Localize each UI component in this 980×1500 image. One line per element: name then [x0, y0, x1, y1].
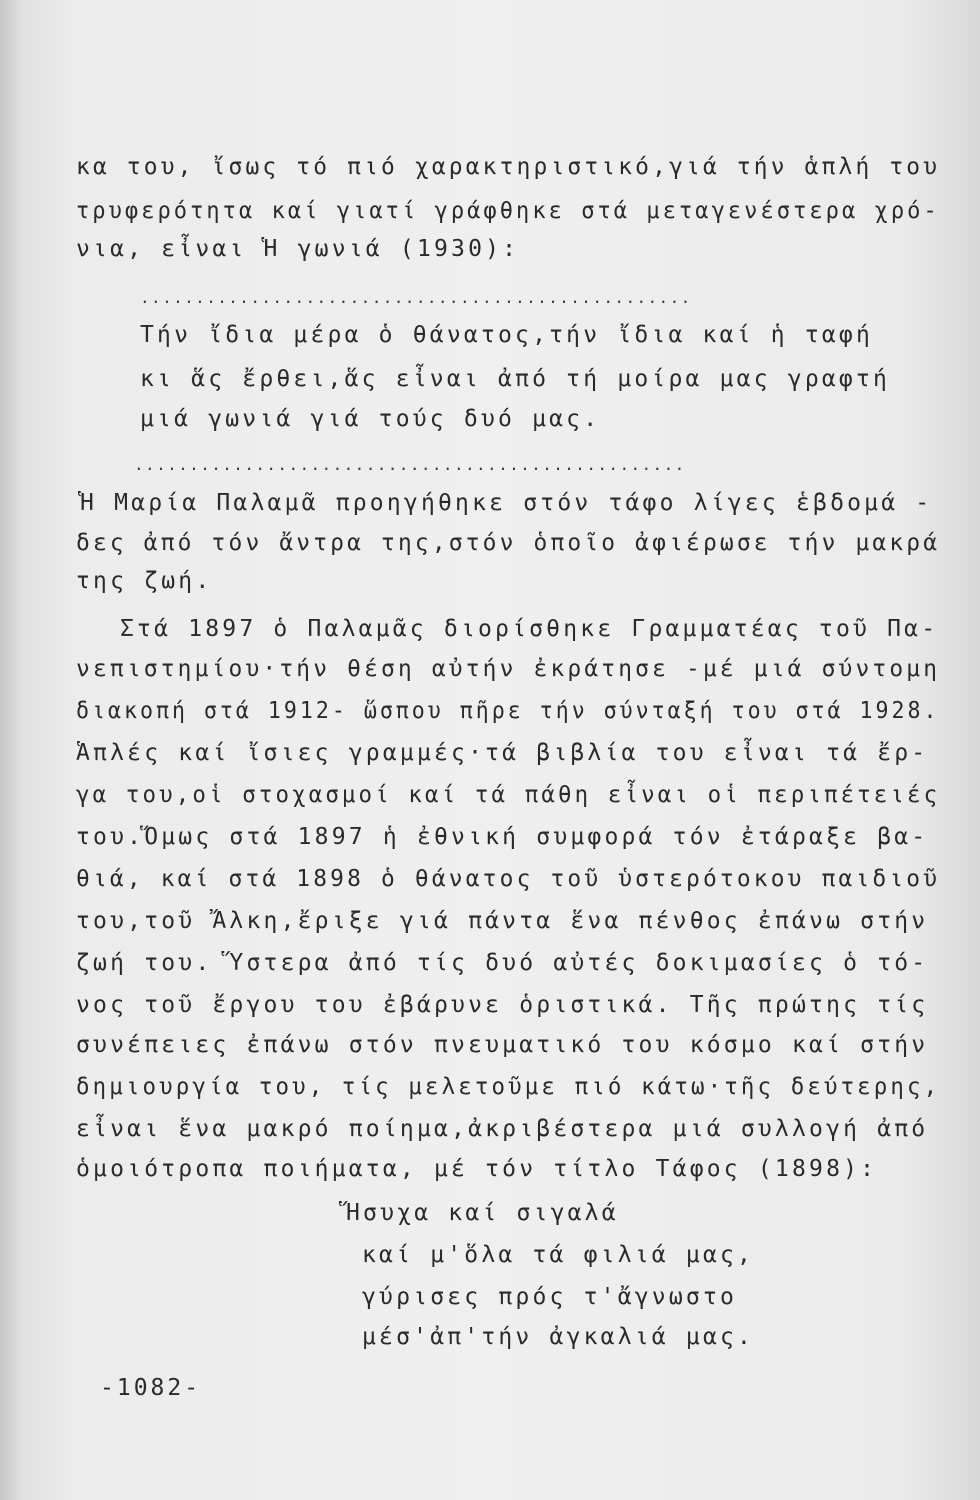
poem-line: κι ἅς ἔρθει,ἅς εἶναι ἀπό τή μοίρα μας γραφτή [140, 366, 891, 392]
text-line: δημιουργία του, τίς μελετοῦμε πιό κάτω·τῆς δεύτερης, [76, 1074, 941, 1100]
ellipsis-divider: .................................................. [134, 455, 686, 474]
text-line: Στά 1897 ὁ Παλαμᾶς διορίσθηκε Γραμματέας τοῦ Πα- [120, 616, 939, 642]
text-line: του.Ὅμως στά 1897 ἡ ἐθνική συμφορά τόν ἐτάραξε βα- [76, 824, 929, 850]
text-line: του,τοῦ Ἄλκη,ἔριξε γιά πάντα ἕνα πένθος ἐπάνω στήν [76, 908, 929, 934]
poem-line: καί μ'ὅλα τά φιλιά μας, [362, 1242, 755, 1268]
page-number: -1082- [100, 1375, 202, 1401]
ellipsis-divider: .................................................. [140, 288, 692, 307]
text-line: ὁμοιότροπα ποιήματα, μέ τόν τίτλο Τάφος (1898): [76, 1156, 878, 1182]
page-edge-shadow [0, 0, 22, 1500]
text-line: διακοπή στά 1912- ὥσπου πῆρε τήν σύνταξή του στά 1928. [76, 698, 940, 724]
text-line: δες ἀπό τόν ἄντρα της,στόν ὁποῖο ἀφιέρωσε τήν μακρά [76, 530, 941, 556]
text-line: γα του,οἱ στοχασμοί καί τά πάθη εἶναι οἱ περιπέτειές [76, 782, 941, 808]
text-line: εἶναι ἕνα μακρό ποίημα,ἀκριβέστερα μιά συλλογή ἀπό [76, 1116, 929, 1142]
text-line: θιά, καί στά 1898 ὁ θάνατος τοῦ ὑστερότοκου παιδιοῦ [76, 866, 941, 892]
text-line: νια, εἶναι Ἡ γωνιά (1930): [76, 236, 520, 262]
text-line: συνέπειες ἐπάνω στόν πνευματικό του κόσμο καί στήν [76, 1032, 929, 1058]
poem-line: Ἥσυχα καί σιγαλά [346, 1200, 619, 1226]
poem-line: γύρισες πρός τ'ἄγνωστο [362, 1284, 738, 1310]
text-line: τρυφερότητα καί γιατί γράφθηκε στά μεταγενέστερα χρό- [76, 198, 940, 224]
text-line: της ζωή. [76, 568, 213, 594]
text-line: νος τοῦ ἔργου του ἐβάρυνε ὁριστικά. Τῆς πρώτης τίς [76, 992, 929, 1018]
text-line: Ἁπλές καί ἴσιες γραμμές·τά βιβλία του εἶναι τά ἔρ- [76, 740, 929, 766]
text-line: κα του, ἴσως τό πιό χαρακτηριστικό,γιά τήν ἁπλή του [76, 154, 941, 180]
poem-line: Τήν ἴδια μέρα ὁ θάνατος,τήν ἴδια καί ἡ ταφή [140, 322, 874, 348]
text-line: ζωή του. Ὕστερα ἀπό τίς δυό αὐτές δοκιμασίες ὁ τό- [76, 950, 929, 976]
text-line: Ἡ Μαρία Παλαμᾶ προηγήθηκε στόν τάφο λίγες ἑβδομά - [80, 490, 933, 516]
poem-line: μέσ'ἀπ'τήν ἀγκαλιά μας. [362, 1324, 755, 1350]
poem-line: μιά γωνιά γιά τούς δυό μας. [140, 406, 601, 432]
text-line: νεπιστημίου·τήν θέση αὐτήν ἐκράτησε -μέ μιά σύντομη [76, 656, 941, 682]
